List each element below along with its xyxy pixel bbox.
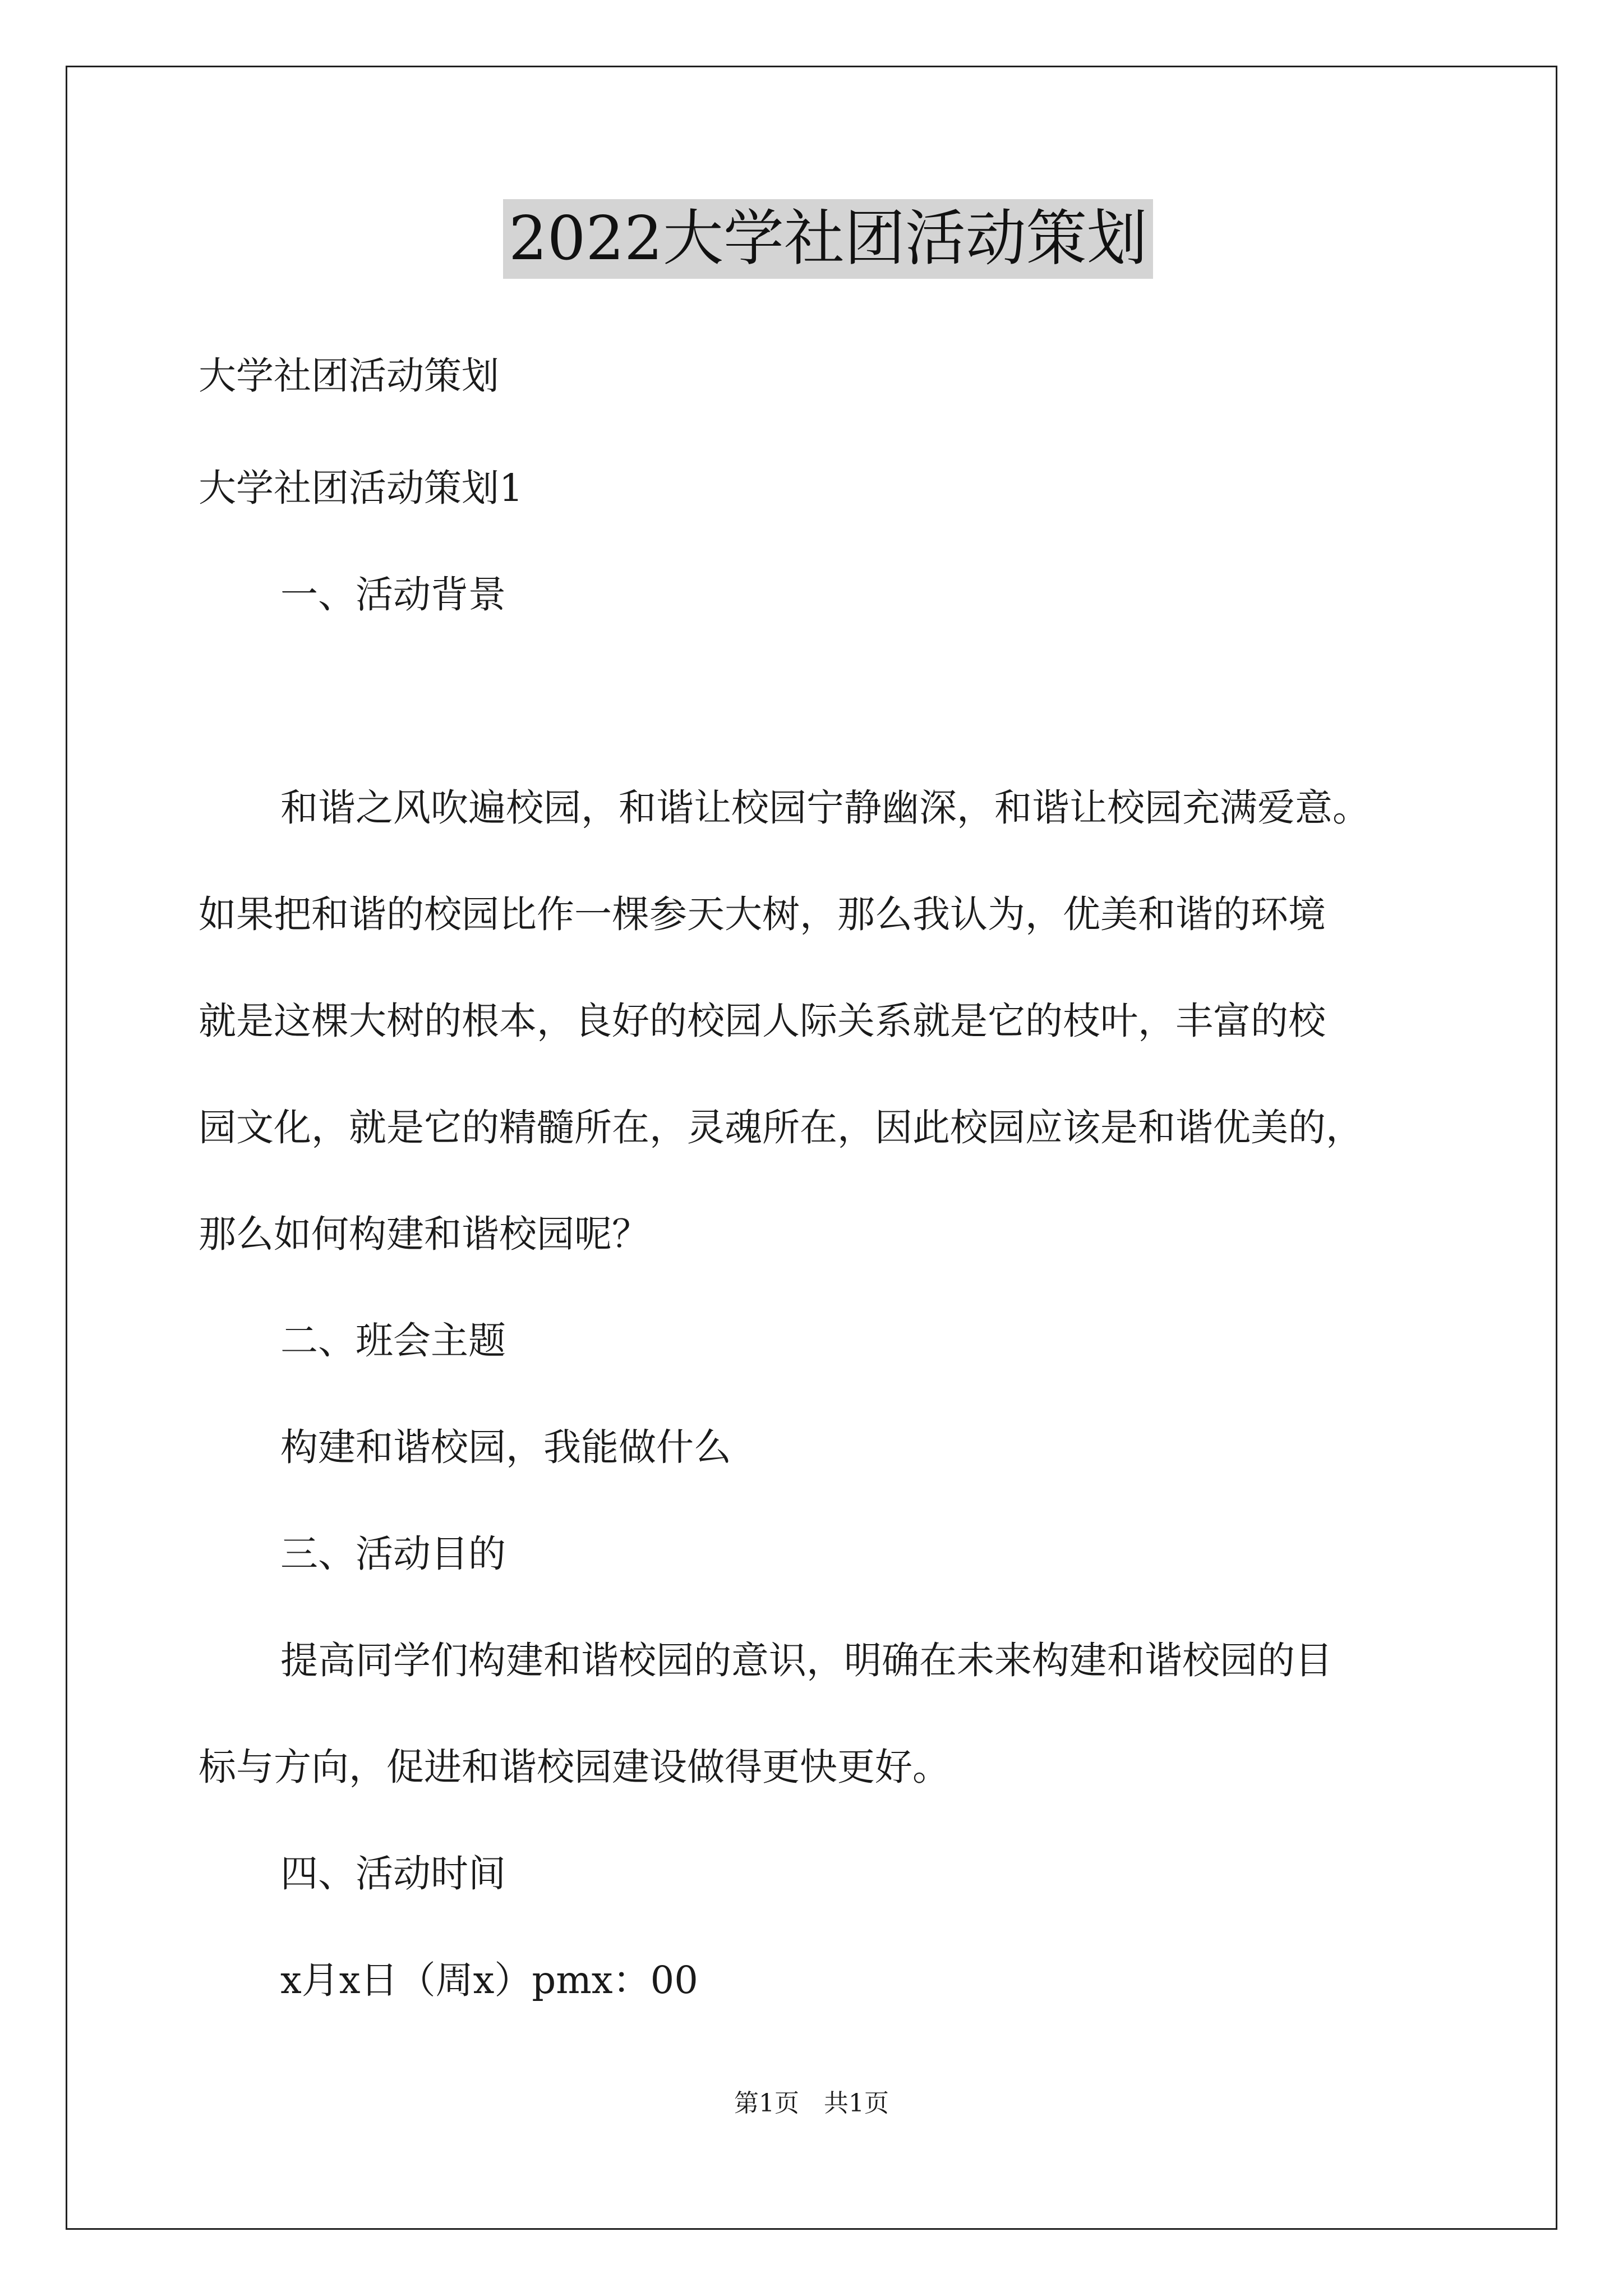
document-title: 2022大学社团活动策划 — [503, 199, 1153, 279]
paragraph-line: 园文化，就是它的精髓所在，灵魂所在，因此校园应该是和谐优美的， — [199, 1106, 1363, 1149]
section-heading-time: 四、活动时间 — [280, 1852, 506, 1895]
doc-heading: 大学社团活动策划 — [199, 354, 499, 398]
section-heading-background: 一、活动背景 — [280, 573, 506, 616]
paragraph-line: 就是这棵大树的根本，良好的校园人际关系就是它的枝叶，丰富的校 — [199, 999, 1326, 1043]
paragraph-line: 和谐之风吹遍校园，和谐让校园宁静幽深，和谐让校园充满爱意。 — [280, 786, 1370, 830]
paragraph-line: 如果把和谐的校园比作一棵参天大树，那么我认为，优美和谐的环境 — [199, 892, 1326, 936]
doc-subheading: 大学社团活动策划1 — [199, 466, 523, 510]
paragraph-line: 标与方向，促进和谐校园建设做得更快更好。 — [199, 1745, 950, 1789]
section-heading-theme: 二、班会主题 — [280, 1319, 506, 1363]
paragraph-line: 那么如何构建和谐校园呢？ — [199, 1212, 649, 1256]
section-heading-purpose: 三、活动目的 — [280, 1532, 506, 1576]
paragraph-line: x月x日（周x）pmx：00 — [280, 1958, 698, 2002]
paragraph-line: 构建和谐校园，我能做什么 — [280, 1425, 731, 1469]
page-footer: 第1页 共1页 — [734, 2089, 889, 2118]
paragraph-line: 提高同学们构建和谐校园的意识，明确在未来构建和谐校园的目 — [280, 1639, 1332, 1682]
